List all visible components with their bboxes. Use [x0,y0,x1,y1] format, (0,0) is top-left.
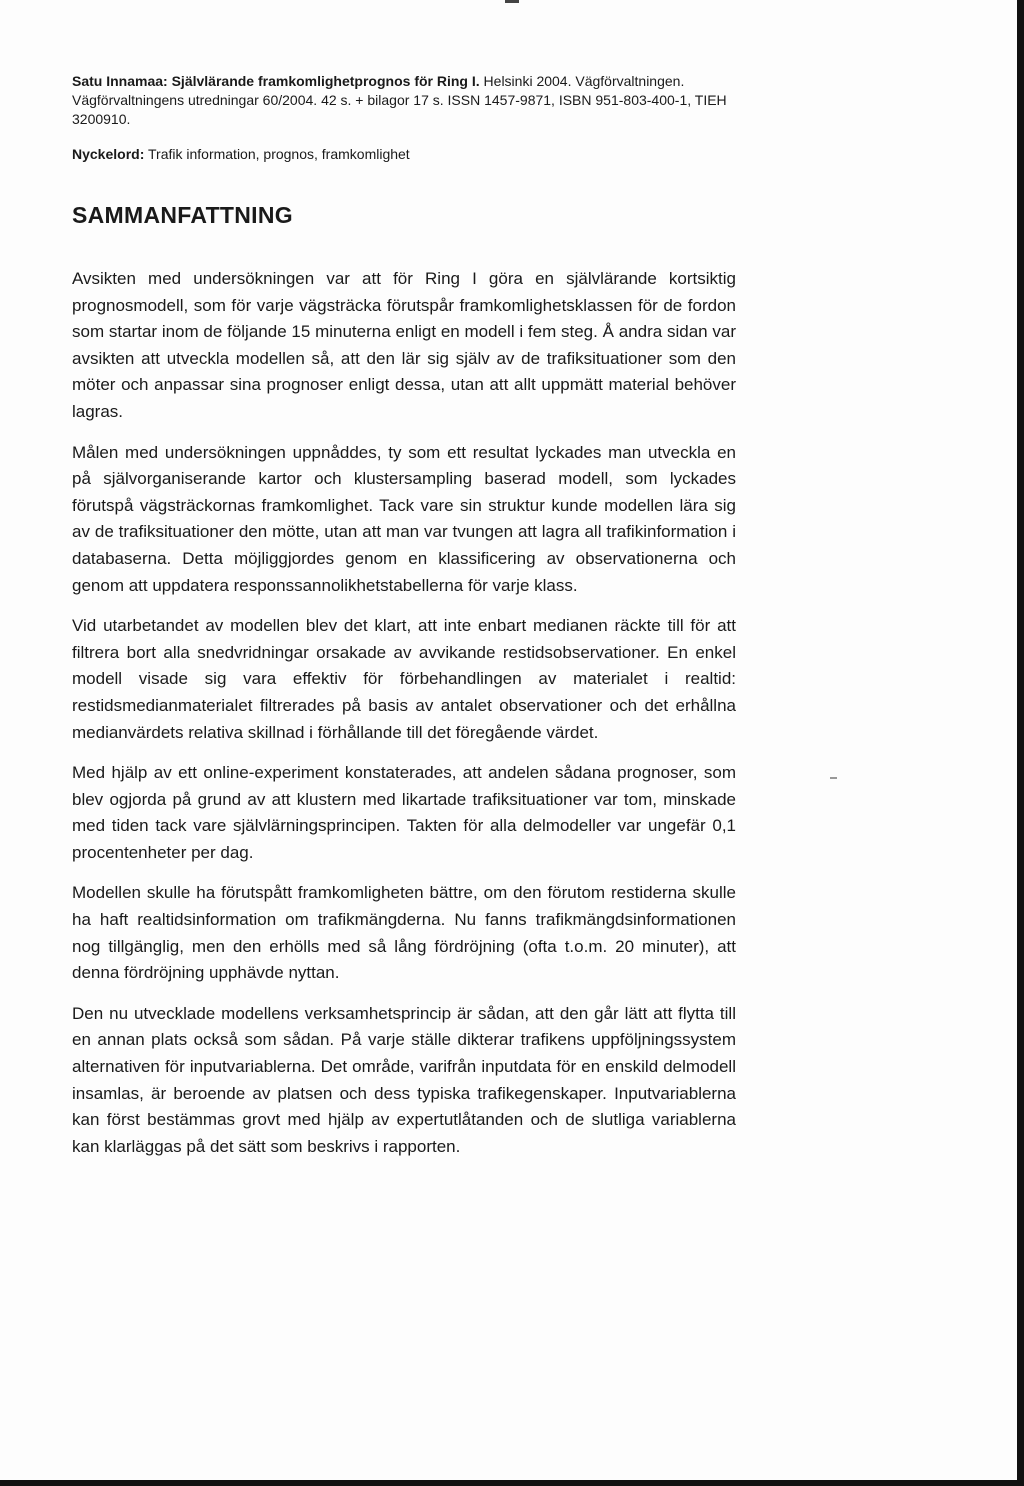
keywords-text: Trafik information, prognos, framkomlighet [148,146,410,162]
scan-border-bottom [0,1480,1024,1486]
paragraph-filtering: Vid utarbetandet av modellen blev det klart, att inte enbart medianen räckte till för att filtrera bort alla snedvridningar orsakade av avvikande restidsobservationer. En enkel modell visade sig vara effektiv för förbehandlingen av materialet i realtid: restidsmedianmaterialet filtrerades på basis av antalet observationer och det erhållna medianvärdets relativa skillnad i förhållande till det föregående värdet. [72,616,736,742]
paragraph-results: Målen med undersökningen uppnåddes, ty som ett resultat lyckades man utveckla en på självorganiserande kartor och klustersampling baserad modell, som lyckades förutspå vägsträckornas framkomlighet. Tack vare sin struktur kunde modellen lära sig av de trafiksituationer den mötte, utan att man var tvungen att lagra all trafikinformation i databaserna. Detta möjliggjordes genom en klassificering av observationerna och genom att uppdatera responssannolikhetstabellerna för varje klass. [72,442,736,595]
section-heading: SAMMANFATTNING [72,202,293,228]
paragraph-traffic-volume: Modellen skulle ha förutspått framkomligheten bättre, om den förutom restiderna skulle ha haft realtidsinformation om trafikmängderna. Nu fanns trafikmängdsinformationen nog tillgänglig, men den erhölls med så lång fördröjning (ofta t.o.m. 20 minuter), att denna fördröjning upphävde nyttan. [72,883,736,983]
scan-border-right [1017,0,1024,1486]
paragraph-purpose: Avsikten med undersökningen var att för Ring I göra en självlärande kortsiktig prognosmodell, som för varje vägsträcka förutspår framkomlighetsklassen för de fordon som startar inom de följande 15 minuterna enligt en modell i fem steg. Å andra sidan var avsikten att utveckla modellen så, att den lär sig själv av de trafiksituationer som den möter och anpassar sina prognoser enligt dessa, utan att allt uppmätt material behöver lagras. [72,269,736,421]
keywords-label: Nyckelord: [72,146,145,162]
bibliographic-header [72,72,736,129]
report-title: Självlärande framkomlighetprognos för Ring I. [171,73,480,89]
author-name: Satu Innamaa: [72,73,168,89]
keywords-line [72,145,736,164]
paragraph-experiment: Med hjälp av ett online-experiment konstaterades, att andelen sådana prognoser, som blev ogjorda på grund av att klustern med likartade trafiksituationer var tom, minskade med tiden tack vare självlärningsprincipen. Takten för alla delmodeller var ungefär 0,1 procentenheter per dag. [72,763,736,862]
scan-margin-dash [830,777,837,779]
scan-mark-top [505,0,519,3]
citation-details: Helsinki 2004. Vägförvaltningen. Vägförvaltningens utredningar 60/2004. 42 s. + bilagor 17 s. ISSN 1457-9871, ISBN 951-803-400-1, TIEH 3200910. [72,73,727,127]
page-content [72,72,736,1160]
paragraph-portability: Den nu utvecklade modellens verksamhetsprincip är sådan, att den går lätt att flytta till en annan plats också som sådan. På varje ställe dikterar trafikens uppföljningssystem alternativen för inputvariablerna. Det område, varifrån inputdata för en enskild delmodell insamlas, är beroende av platsen och dess typiska trafikegenskaper. Inputvariablerna kan först bestämmas grovt med hjälp av expertutlåtanden och de slutliga variablerna kan klarläggas på det sätt som beskrivs i rapporten. [72,1003,736,1156]
